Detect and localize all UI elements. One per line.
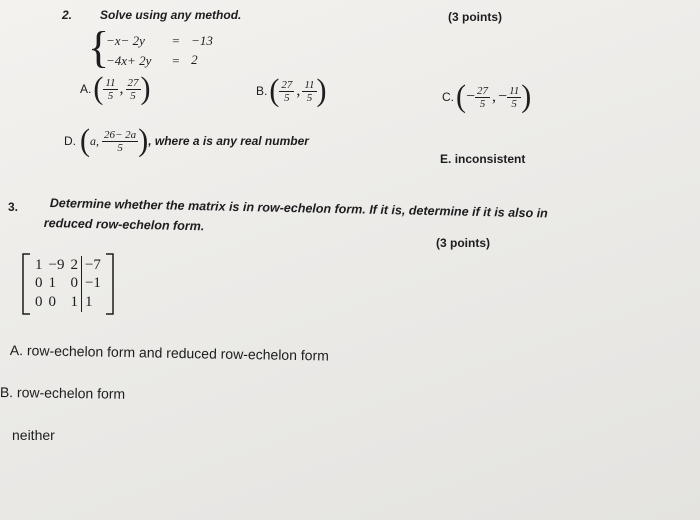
comma: ,	[296, 82, 301, 99]
option-e-label: E.	[440, 152, 452, 166]
option-b-label: B.	[256, 84, 268, 98]
matrix-row	[32, 293, 104, 312]
matrix-cell: 1	[70, 294, 78, 311]
numerator: 27	[127, 76, 139, 89]
option-d-label: D.	[64, 134, 76, 148]
option-b[interactable]: B. row-echelon form	[0, 384, 126, 402]
option-b[interactable]	[256, 73, 327, 108]
left-paren: (	[456, 79, 466, 114]
system-brace: {	[88, 23, 110, 72]
right-paren: )	[316, 73, 327, 108]
comma: ,	[119, 80, 124, 97]
denominator: 5	[511, 97, 517, 110]
option-d[interactable]	[64, 123, 309, 158]
matrix-cell: −7	[81, 256, 103, 275]
eq1-lhs: −x− 2y	[106, 33, 145, 48]
option-e[interactable]	[440, 152, 525, 166]
numerator: 26− 2a	[104, 128, 137, 141]
right-paren: )	[138, 123, 149, 158]
question-prompt-line1: Determine whether the matrix is in row-echelon form. If it is, determine if it is also in	[49, 196, 548, 221]
fraction	[279, 79, 294, 104]
matrix-table	[32, 256, 104, 312]
eq2-rhs: 2	[191, 52, 198, 67]
option-d-suffix: , where a is any real number	[148, 134, 309, 148]
denominator: 5	[130, 89, 136, 102]
matrix-cell: 1	[35, 256, 43, 273]
eq2-lhs: −4x+ 2y	[106, 52, 152, 68]
left-bracket	[20, 252, 32, 316]
option-a-label: A.	[80, 82, 92, 96]
question-number: 3.	[8, 200, 19, 214]
matrix-row	[32, 275, 104, 294]
denominator: 5	[107, 89, 114, 102]
denominator: 5	[117, 141, 123, 154]
matrix-cell: −1	[81, 275, 103, 294]
matrix-cell: −9	[48, 256, 65, 273]
augmented-matrix	[20, 252, 116, 316]
question-prompt-line2: reduced row-echelon form.	[43, 216, 205, 234]
question-prompt: Solve using any method.	[100, 8, 242, 22]
system-table	[106, 32, 214, 69]
question-number: 2.	[62, 8, 73, 22]
fraction	[475, 85, 490, 110]
matrix-cell: 0	[48, 294, 56, 311]
points-label: (3 points)	[436, 236, 490, 250]
matrix-cell: 0	[35, 275, 43, 292]
minus-sign: −	[466, 88, 476, 105]
matrix-cell: 2	[70, 256, 78, 273]
numerator: 11	[304, 78, 315, 91]
fraction	[103, 77, 117, 102]
left-paren: (	[269, 73, 280, 108]
numerator: 11	[509, 84, 520, 97]
fraction	[302, 79, 316, 104]
matrix-row	[32, 256, 104, 275]
numerator: 27	[281, 78, 293, 91]
option-c[interactable]: neither	[12, 427, 55, 443]
eq1-equals: =	[171, 33, 181, 48]
left-paren: (	[93, 71, 104, 106]
left-paren: (	[80, 123, 90, 158]
right-paren: )	[140, 71, 151, 106]
minus-sign: −	[498, 88, 508, 105]
denominator: 5	[306, 91, 313, 104]
fraction	[507, 85, 521, 110]
matrix-cell: 1	[48, 275, 56, 292]
numerator: 27	[477, 84, 489, 97]
comma: ,	[492, 88, 497, 105]
option-c[interactable]	[442, 79, 532, 114]
option-c-label: C.	[442, 90, 454, 104]
right-bracket	[104, 252, 116, 316]
option-a[interactable]	[80, 71, 151, 106]
option-e-text: inconsistent	[454, 152, 526, 166]
denominator: 5	[284, 91, 290, 104]
numerator: 11	[105, 76, 116, 89]
matrix-cell: 0	[70, 275, 78, 292]
eq1-rhs: −13	[191, 33, 213, 48]
matrix-cell: 1	[81, 293, 103, 312]
fraction	[126, 77, 141, 102]
variable-a: a,	[90, 133, 99, 148]
fraction	[102, 129, 138, 154]
right-paren: )	[521, 79, 532, 114]
points-label: (3 points)	[448, 10, 502, 24]
matrix-cell: 0	[35, 294, 43, 311]
eq2-equals: =	[171, 52, 181, 68]
denominator: 5	[479, 97, 486, 110]
option-a[interactable]: A. row-echelon form and reduced row-echelon form	[9, 342, 329, 364]
